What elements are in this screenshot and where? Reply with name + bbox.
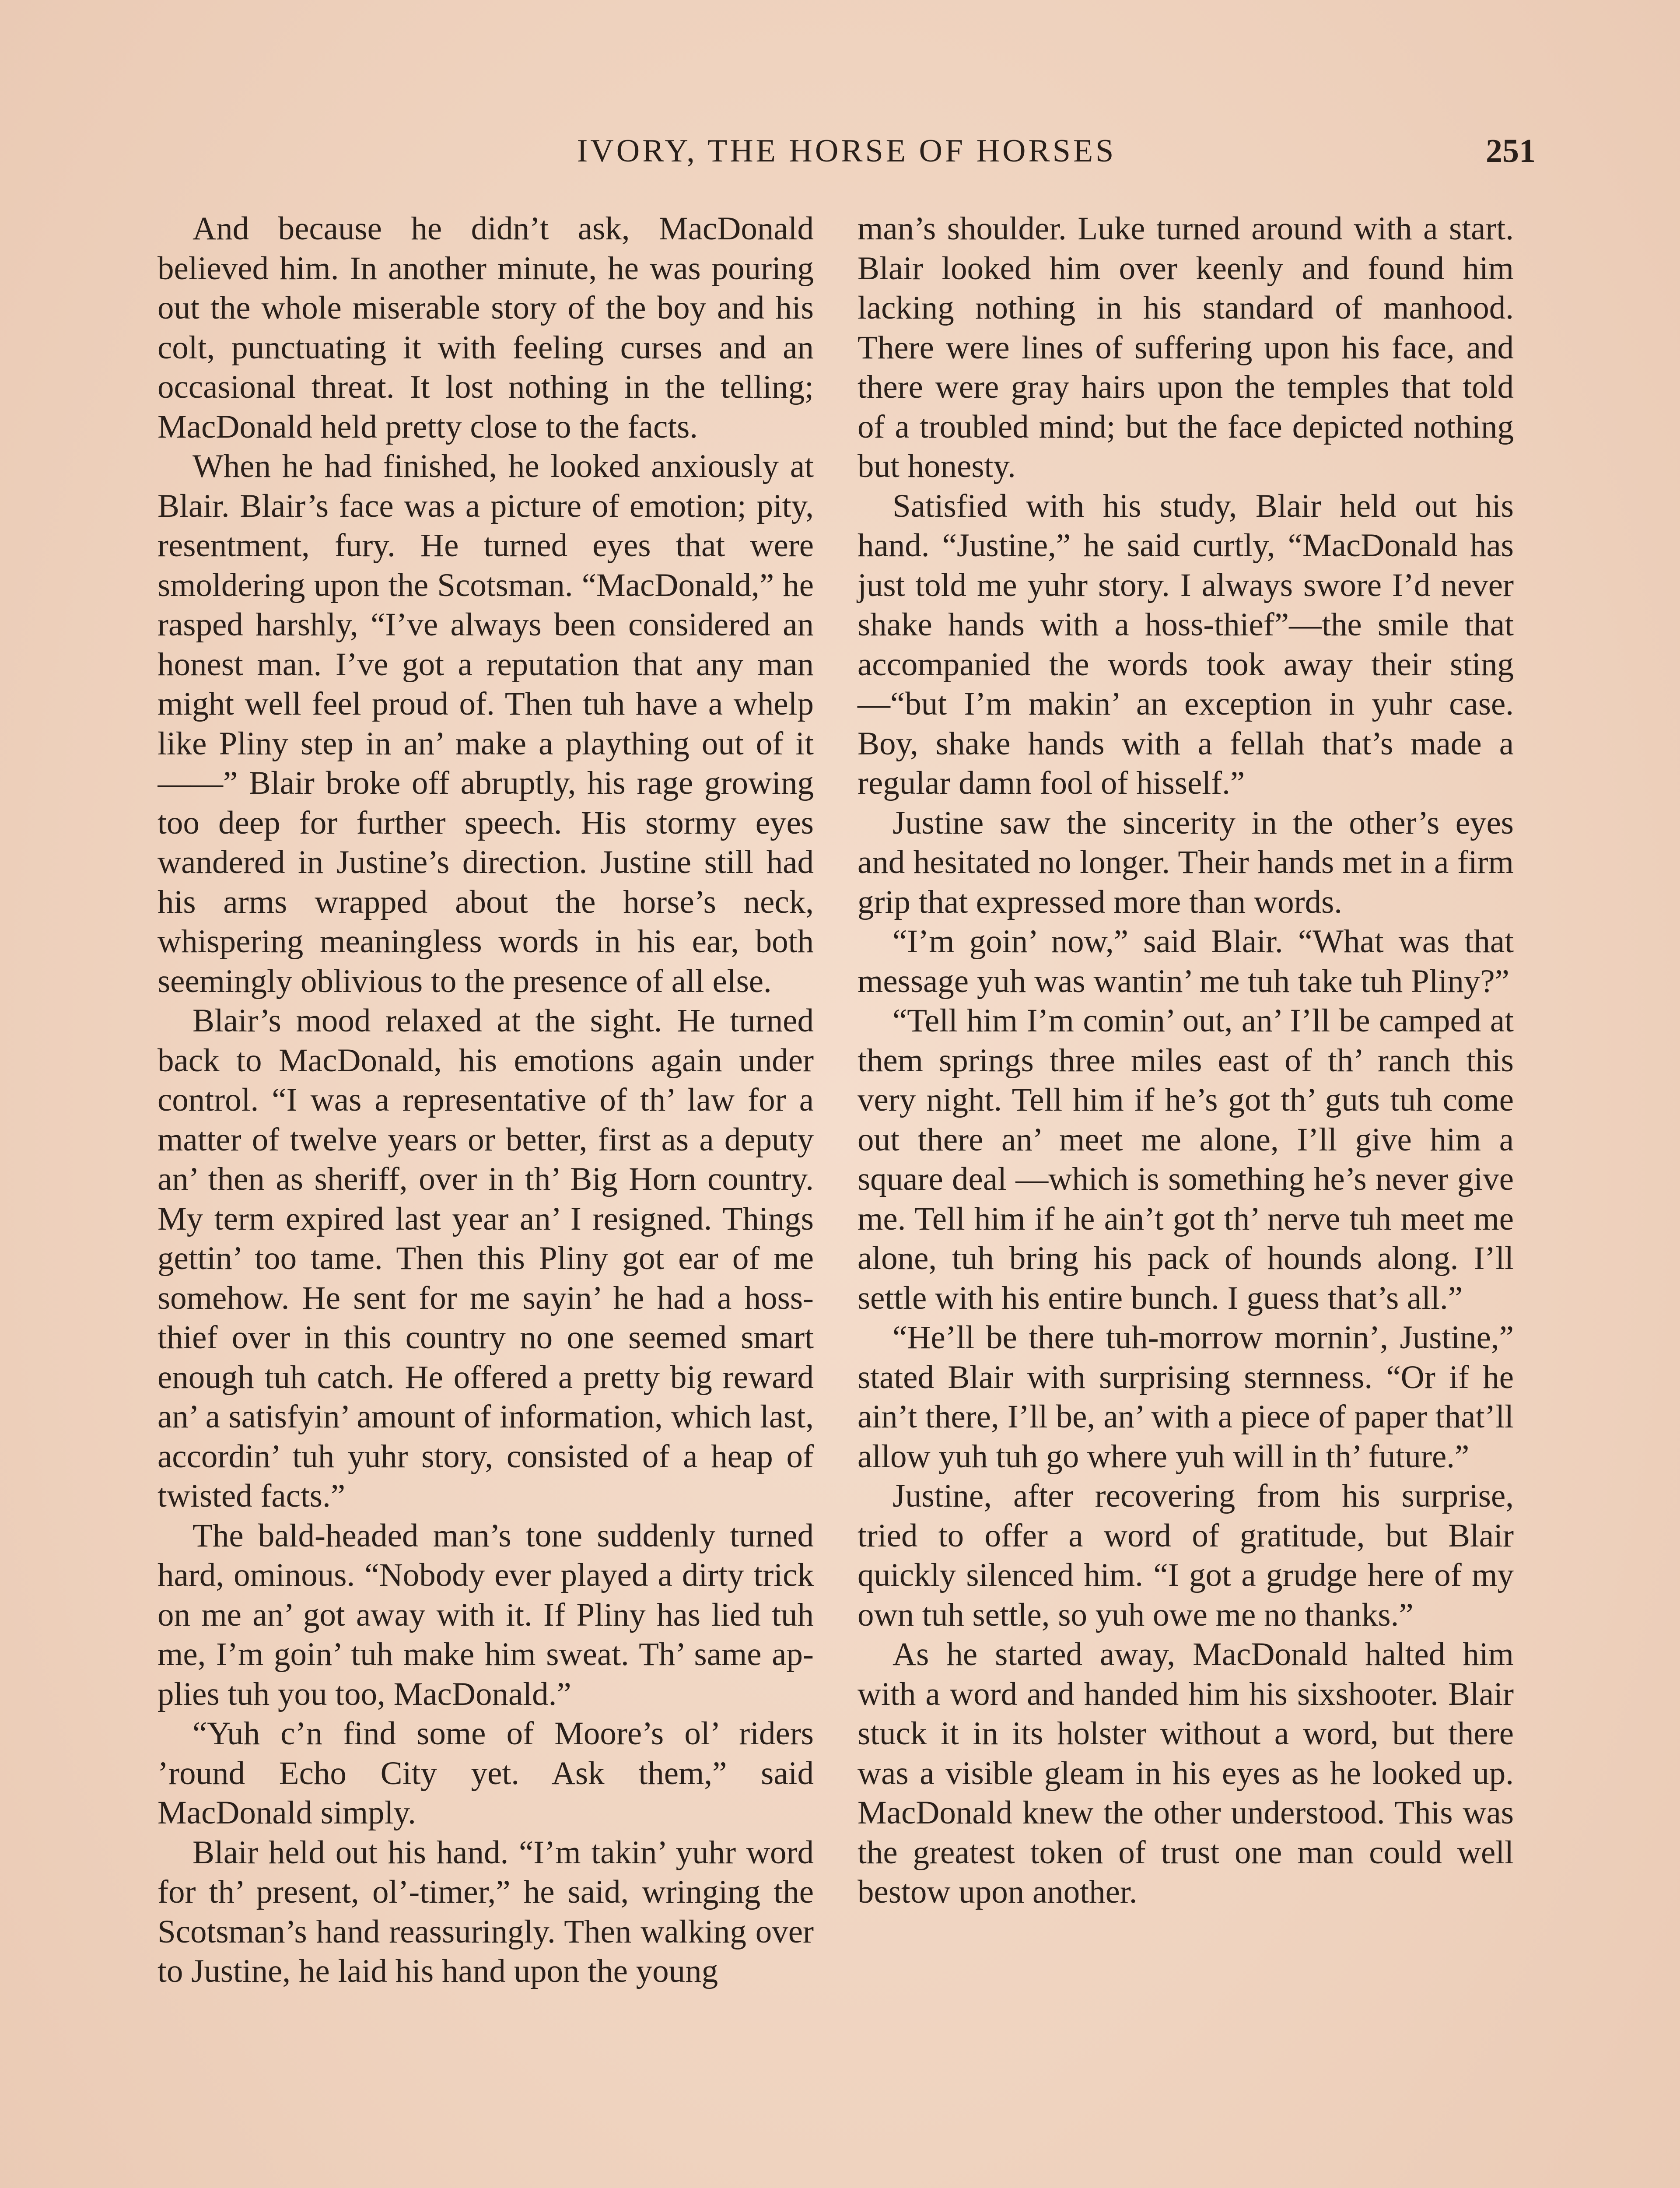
paragraph: When he had finished, he looked anxiously at Blair. Blair’s face was a picture of emotion; pity, resentment, fury. He turned eyes that were smoldering upon the Scotsman. “MacDonald,” he rasped harshly, “I’ve always been considered an honest man. I’ve got a reputation that any man might well feel proud of. Then tuh have a whelp like Pliny step in an’ make a plaything out of it——” Blair broke off abruptly, his rage growing too deep for further speech. His stormy eyes wandered in Justine’s direction. Justine still had his arms wrapped about the horse’s neck, whispering meaningless words in his ear, both seemingly oblivious to the presence of all else.	[158, 448, 814, 999]
paragraph: Blair’s mood relaxed at the sight. He turned back to MacDonald, his emotions again under control. “I was a representative of th’ law for a matter of twelve years or better, first as a deputy an’ then as sheriff, over in th’ Big Horn country. My term expired last year an’ I resigned. Things gettin’ too tame. Then this Pliny got ear of me somehow. He sent for me sayin’ he had a hoss-thief over in this country no one seemed smart enough tuh catch. He offered a pretty big reward an’ a satisfyin’ amount of information, which last, accordin’ tuh yuhr story, consisted of a heap of twisted facts.”	[158, 1003, 814, 1514]
paragraph: “He’ll be there tuh-morrow mornin’, Justine,” stated Blair with surprising sternness. “Or if he ain’t there, I’ll be, an’ with a piece of paper that’ll allow yuh tuh go where yuh will in th’ future.”	[858, 1319, 1514, 1475]
paragraph: “Yuh c’n find some of Moore’s ol’ riders ’round Echo City yet. Ask them,” said MacDonald simply.	[158, 1715, 814, 1831]
paragraph: And because he didn’t ask, MacDonald believed him. In another minute, he was pouring out the whole miserable story of the boy and his colt, punctuating it with feeling curses and an occasional threat. It lost nothing in the telling; MacDonald held pretty close to the facts.	[158, 210, 814, 445]
paragraph: “I’m goin’ now,” said Blair. “What was that message yuh was wantin’ me tuh take tuh Pliny?”	[858, 923, 1514, 999]
paragraph: Blair held out his hand. “I’m takin’ yuhr word for th’ present, ol’-timer,” he said, wringing the Scotsman’s hand reassuringly. Then walking over to Justine, he laid his hand upon the young	[158, 1834, 814, 1989]
paragraph: The bald-headed man’s tone suddenly turned hard, ominous. “Nobody ever played a dirty trick on me an’ got away with it. If Pliny has lied tuh me, I’m goin’ tuh make him sweat. Th’ same applies tuh you too, MacDonald.”	[158, 1517, 814, 1712]
paragraph: “Tell him I’m comin’ out, an’ I’ll be camped at them springs three miles east of th’ ranch this very night. Tell him if he’s got th’ guts tuh come out there an’ meet me alone, I’ll give him a square deal —which is something he’s never give me. Tell him if he ain’t got th’ nerve tuh meet me alone, tuh bring his pack of hounds along. I’ll settle with his entire bunch. I guess that’s all.”	[858, 1003, 1514, 1316]
running-title: IVORY, THE HORSE OF HORSES	[577, 133, 1116, 169]
paragraph: Satisfied with his study, Blair held out his hand. “Justine,” he said curtly, “MacDonald has just told me yuhr story. I always swore I’d never shake hands with a hoss-thief”—the smile that accompanied the words took away their sting—“but I’m makin’ an exception in yuhr case. Boy, shake hands with a fellah that’s made a regular damn fool of hisself.”	[858, 487, 1514, 801]
paragraph: Justine saw the sincerity in the other’s eyes and hesitated no longer. Their hands met in a firm grip that expressed more than words.	[858, 804, 1514, 920]
paragraph-continued: man’s shoulder. Luke turned around with a start. Blair looked him over keenly and found him lacking nothing in his standard of manhood. There were lines of suffering upon his face, and there were gray hairs upon the temples that told of a troubled mind; but the face depicted nothing but honesty.	[858, 210, 1514, 484]
page-number: 251	[1486, 133, 1536, 169]
paragraph: As he started away, MacDonald halted him with a word and handed him his sixshooter. Blair stuck it in its holster without a word, but there was a visible gleam in his eyes as he looked up. MacDonald knew the other understood. This was the greatest token of trust one man could well bestow upon another.	[858, 1636, 1514, 1910]
page-header	[158, 127, 1536, 175]
text-body	[158, 209, 1536, 2188]
right-column	[858, 209, 1514, 1912]
paragraph: Justine, after recovering from his surprise, tried to offer a word of gratitude, but Blair quickly silenced him. “I got a grudge here of my own tuh settle, so yuh owe me no thanks.”	[858, 1478, 1514, 1633]
left-column	[158, 209, 814, 1992]
